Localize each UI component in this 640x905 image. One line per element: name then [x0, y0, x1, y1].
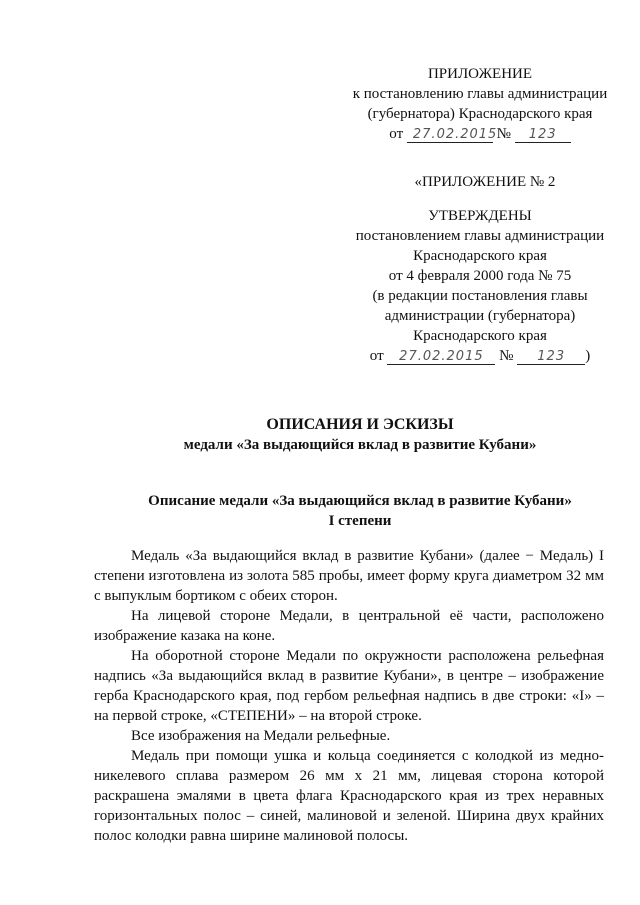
appendix-line-2: (губернатора) Краснодарского края: [367, 106, 593, 122]
from-prefix: от: [369, 348, 384, 364]
number-prefix: №: [499, 348, 514, 364]
paragraph: На оборотной стороне Медали по окружности расположена рельефная надпись «За выдающийся вклад в развитие Кубани», в центре – изображение герба Краснодарского края, под гербом рельефная надпись в две строки: «I» – на первой строке, «СТЕПЕНИ» – на второй строке.: [94, 648, 604, 724]
appendix-line-1: к постановлению главы администрации: [352, 86, 608, 102]
appendix-date-line: [340, 124, 620, 144]
appendix2-title: «ПРИЛОЖЕНИЕ № 2: [414, 174, 556, 190]
approved-block: [340, 206, 620, 366]
approved-line-5: администрации (губернатора): [384, 308, 576, 324]
approved-line-6: Краснодарского края: [413, 328, 547, 344]
heading-title: ОПИСАНИЯ И ЭСКИЗЫ: [266, 416, 454, 433]
section-title: Описание медали «За выдающийся вклад в развитие Кубани»: [148, 493, 572, 509]
handwritten-number: 123: [515, 128, 571, 143]
approved-date-line: [340, 346, 620, 366]
approved-line-2: Краснодарского края: [413, 248, 547, 264]
approved-line-1: постановлением главы администрации: [355, 228, 605, 244]
approved-title: УТВЕРЖДЕНЫ: [428, 208, 532, 224]
heading-subtitle: медали «За выдающийся вклад в развитие Кубани»: [183, 437, 537, 453]
appendix2-header: [360, 172, 610, 192]
handwritten-date: 27.02.2015: [407, 128, 493, 143]
appendix-header: [340, 64, 620, 144]
document-heading: [60, 415, 640, 455]
paragraph: Медаль при помощи ушка и кольца соединяется с колодкой из медно-никелевого сплава размером 26 мм х 21 мм, лицевая сторона которой раскрашена эмалями в цвета флага Краснодарского края из трех неравных горизонтальных полос – синей, малиновой и зеленой. Ширина двух крайних полос колодки равна ширине малиновой полосы.: [94, 748, 604, 844]
handwritten-date: 27.02.2015: [387, 350, 495, 365]
paragraph: На лицевой стороне Медали, в центральной её части, расположено изображение казака на коне.: [94, 608, 604, 644]
from-prefix: от: [389, 126, 404, 142]
approved-line-3: от 4 февраля 2000 года № 75: [388, 268, 572, 284]
number-prefix: №: [496, 126, 511, 142]
section-heading: [60, 491, 640, 531]
paragraph: Все изображения на Медали рельефные.: [131, 728, 391, 744]
description-body: [94, 546, 604, 846]
handwritten-number: 123: [517, 350, 585, 365]
paragraph: Медаль «За выдающийся вклад в развитие Кубани» (далее − Медаль) I степени изготовлена из золота 585 пробы, имеет форму круга диаметром 32 мм с выпуклым бортиком с обеих сторон.: [94, 548, 604, 604]
approved-line-4: (в редакции постановления главы: [372, 288, 588, 304]
section-degree: I степени: [328, 513, 392, 529]
appendix-title: ПРИЛОЖЕНИЕ: [427, 66, 533, 82]
close-paren: ): [585, 348, 591, 364]
